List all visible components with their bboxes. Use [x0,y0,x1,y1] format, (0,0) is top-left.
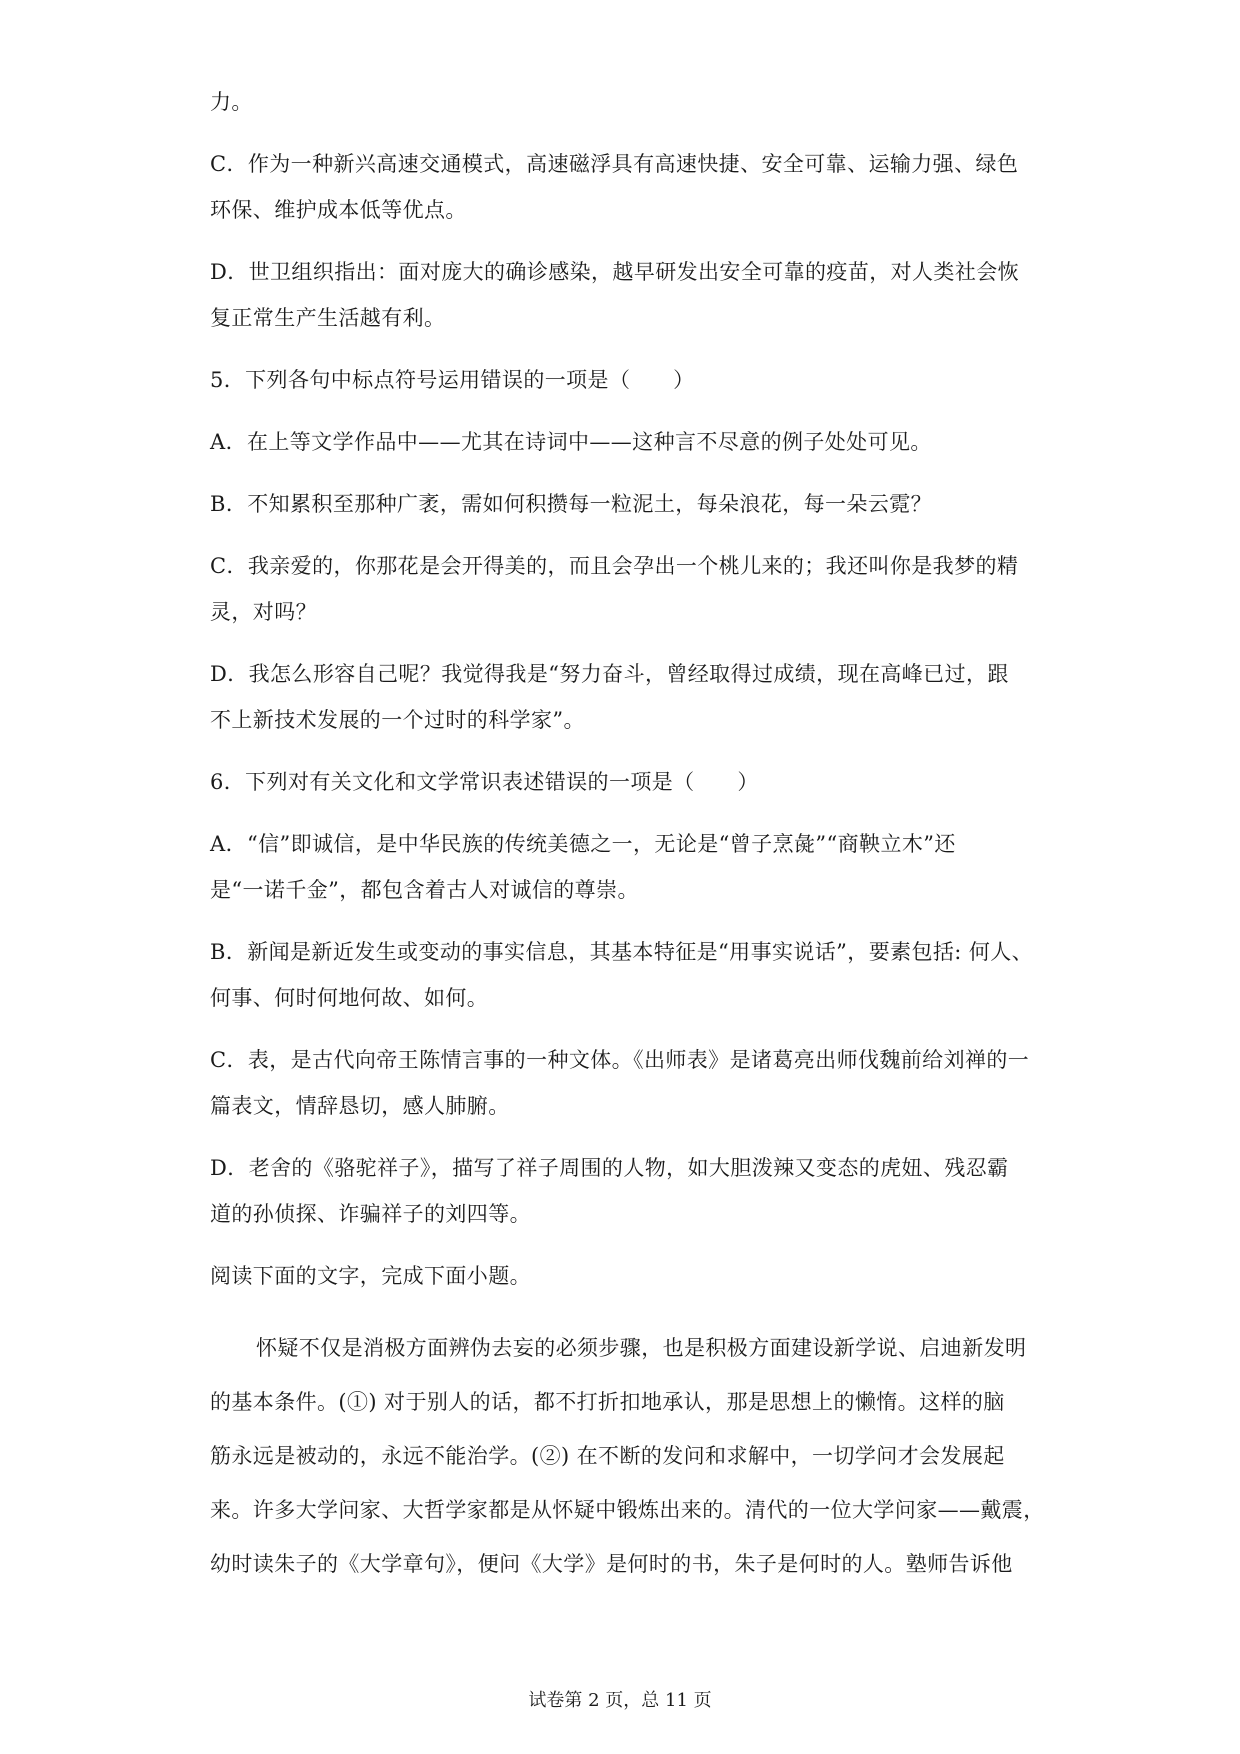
text-line: 道的孙侦探、诈骗祥子的刘四等。 [210,1202,531,1226]
passage-line: 的基本条件。(①) 对于别人的话，都不打折扣地承认，那是思想上的懒惰。这样的脑 [210,1390,1005,1414]
question-5-option-a: A．在上等文学作品中——尤其在诗词中——这种言不尽意的例子处处可见。 [210,430,932,454]
text-line: 何事、何时何地何故、如何。 [210,986,489,1010]
passage-line: 怀疑不仅是消极方面辨伪去妄的必须步骤，也是积极方面建设新学说、启迪新发明 [256,1336,1027,1360]
question-6-option-b: B．新闻是新近发生或变动的事实信息，其基本特征是“用事实说话”，要素包括: 何人、 [210,940,1034,964]
question-6-option-d: D．老舍的《骆驼祥子》，描写了祥子周围的人物，如大胆泼辣又变态的虎妞、残忍霸 [210,1156,1009,1180]
question-5-option-b: B．不知累积至那种广袤，需如何积攒每一粒泥土，每朵浪花，每一朵云霓？ [210,492,933,516]
text-line: 环保、维护成本低等优点。 [210,198,467,222]
question-5-option-d: D．我怎么形容自己呢？我觉得我是“努力奋斗，曾经取得过成绩，现在高峰已过，跟 [210,662,1009,686]
passage-line: 筋永远是被动的，永远不能治学。(②) 在不断的发问和求解中，一切学问才会发展起 [210,1444,1005,1468]
option-d-line: D．世卫组织指出：面对庞大的确诊感染，越早研发出安全可靠的疫苗，对人类社会恢 [210,260,1020,284]
option-c-line: C．作为一种新兴高速交通模式，高速磁浮具有高速快捷、安全可靠、运输力强、绿色 [210,152,1019,176]
question-6-stem: 6．下列对有关文化和文学常识表述错误的一项是（ ） [210,770,759,794]
text-line: 不上新技术发展的一个过时的科学家”。 [210,708,585,732]
question-6-option-a: A．“信”即诚信，是中华民族的传统美德之一，无论是“曾子烹彘”“商鞅立木”还 [210,832,956,856]
question-5-option-c: C．我亲爱的，你那花是会开得美的，而且会孕出一个桃儿来的；我还叫你是我梦的精 [210,554,1019,578]
text-line: 力。 [210,90,253,114]
text-line: 篇表文，情辞恳切，感人肺腑。 [210,1094,510,1118]
page-footer: 试卷第 2 页，总 11 页 [528,1690,712,1711]
question-5-stem: 5．下列各句中标点符号运用错误的一项是（ ） [210,368,695,392]
text-line: 灵，对吗？ [210,600,317,624]
reading-instruction: 阅读下面的文字，完成下面小题。 [210,1264,531,1288]
text-line: 复正常生产生活越有利。 [210,306,446,330]
passage-line: 来。许多大学问家、大哲学家都是从怀疑中锻炼出来的。清代的一位大学问家——戴震， [210,1498,1045,1522]
text-line: 是“一诺千金”，都包含着古人对诚信的尊崇。 [210,878,639,902]
document-page [210,0,1045,1754]
question-6-option-c: C．表，是古代向帝王陈情言事的一种文体。《出师表》是诸葛亮出师伐魏前给刘禅的一 [210,1048,1030,1072]
passage-line: 幼时读朱子的《大学章句》，便问《大学》是何时的书，朱子是何时的人。塾师告诉他 [210,1552,1013,1576]
